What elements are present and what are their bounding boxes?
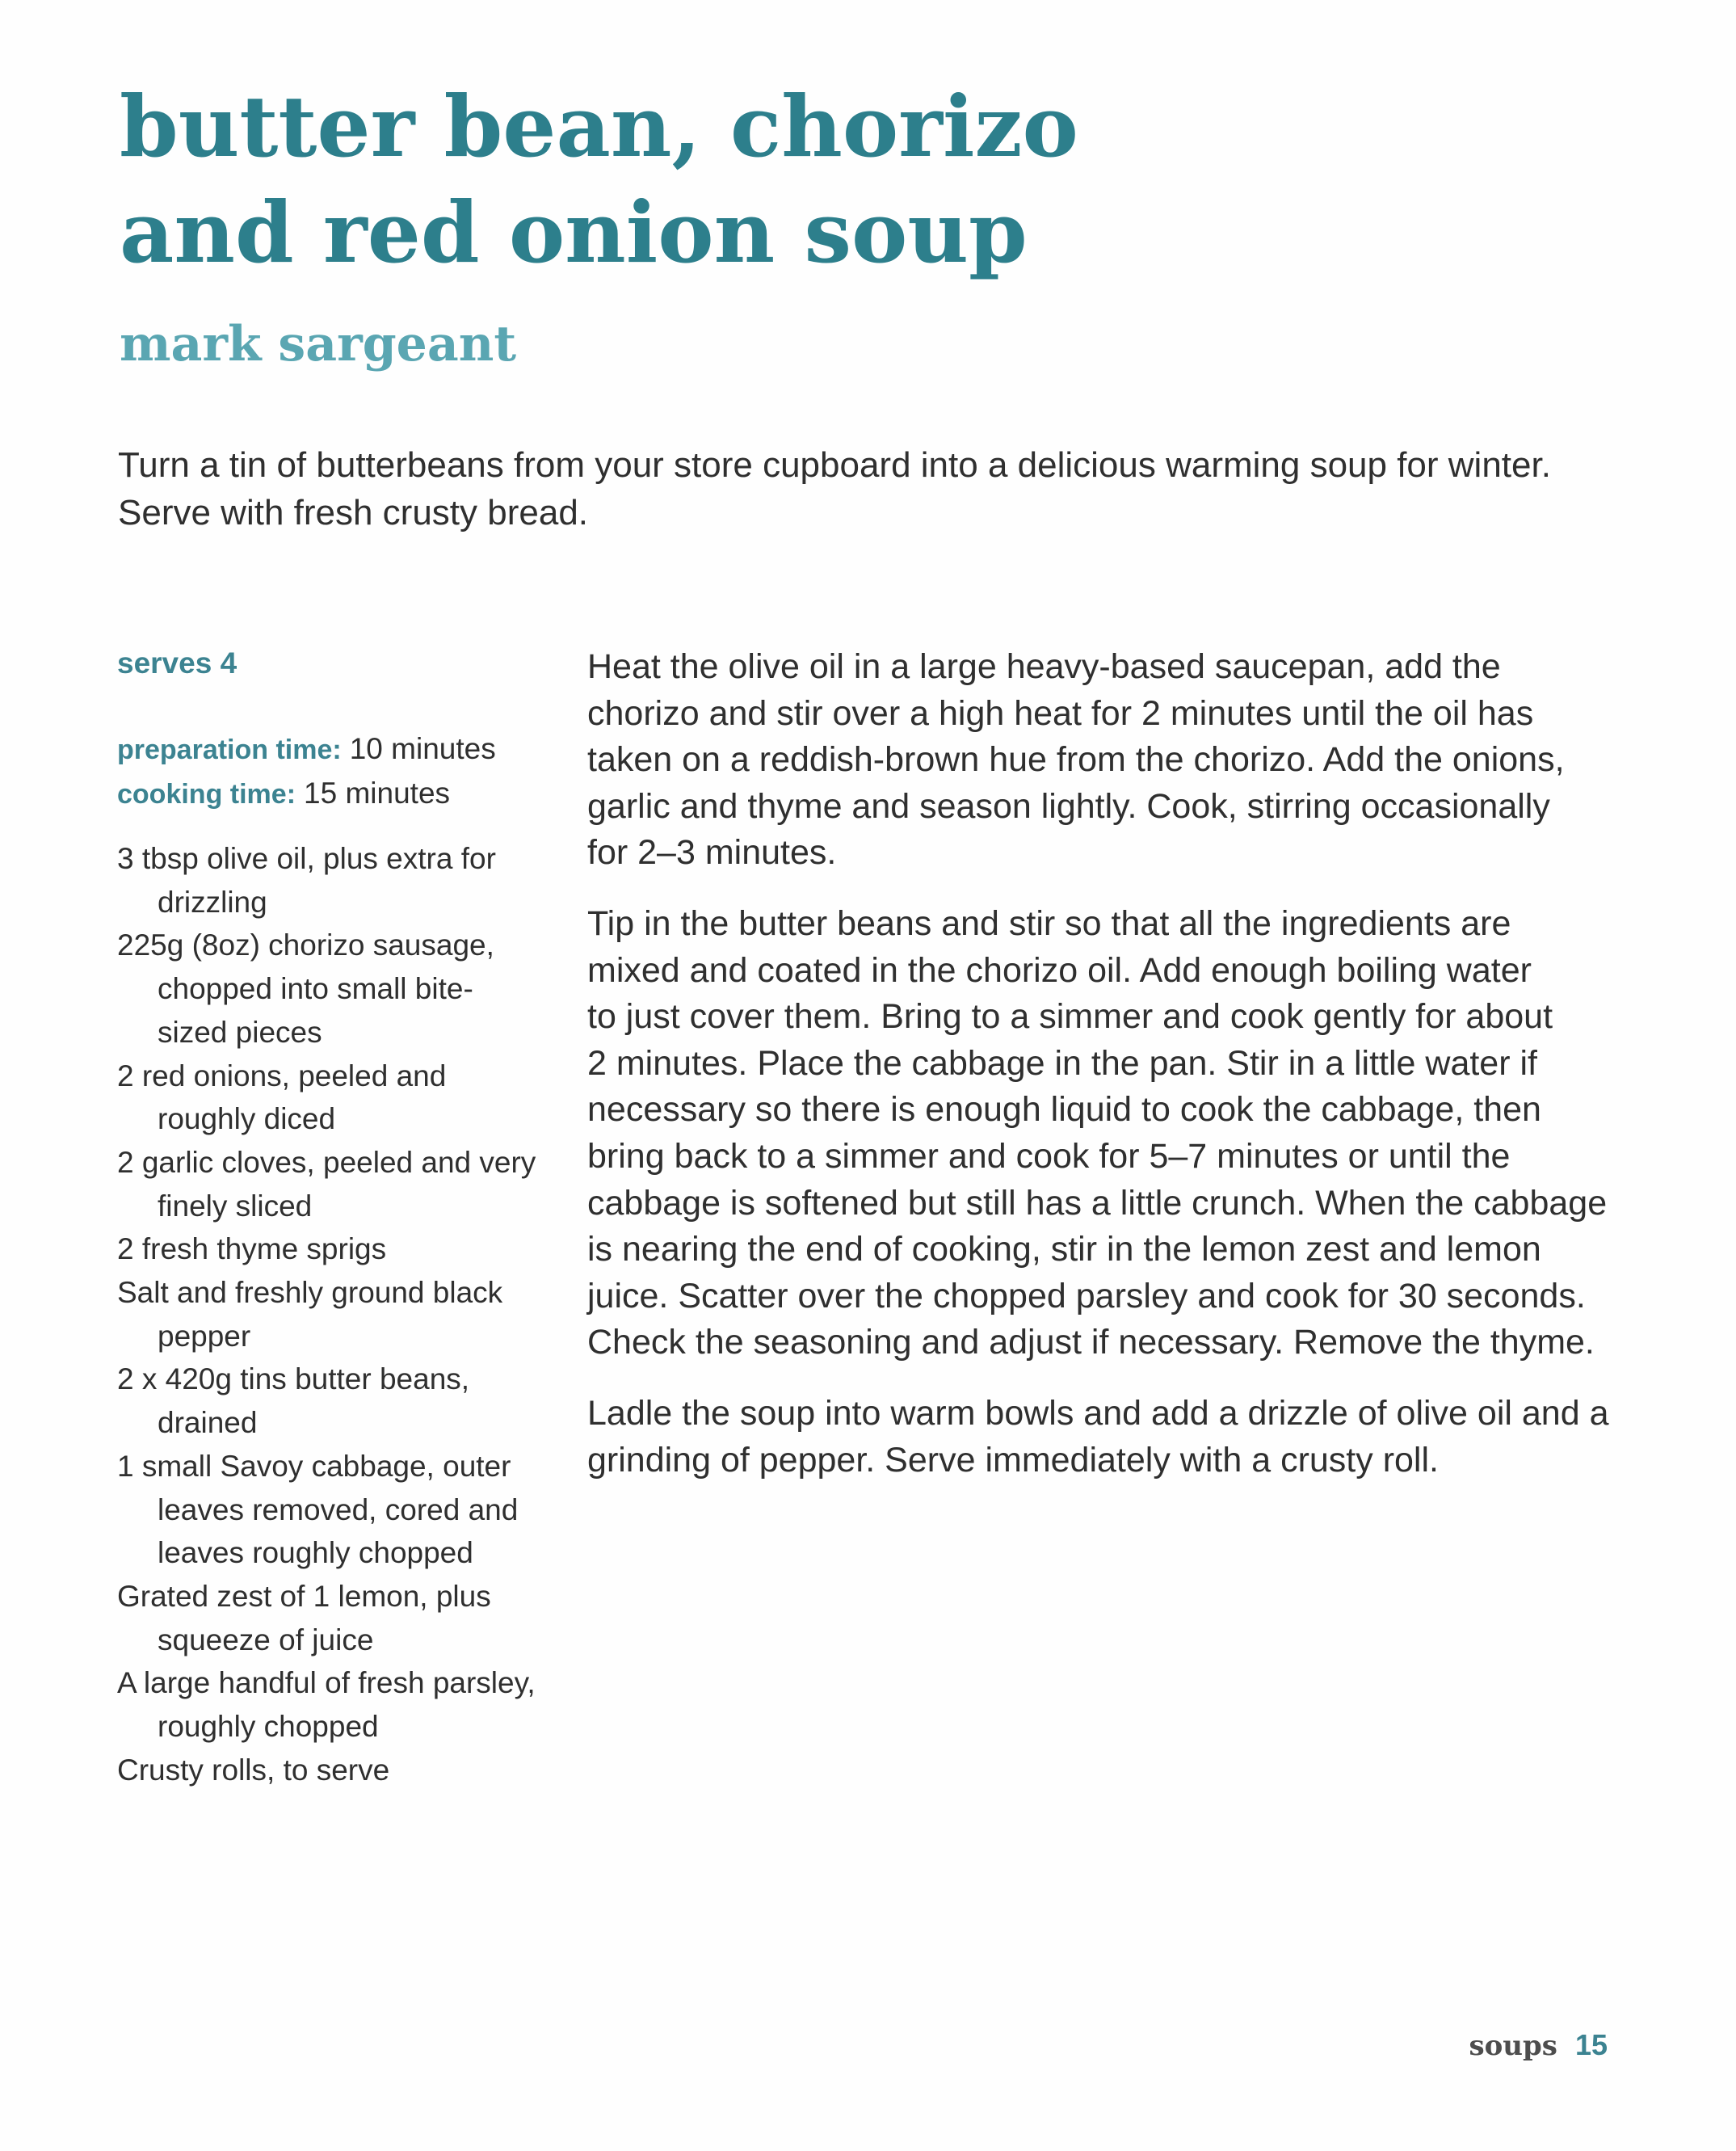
ingredient-item [117,1358,536,1444]
page-footer [1469,2028,1608,2062]
method-line: is nearing the end of cooking, stir in the lemon zest and lemon [587,1230,1541,1269]
ingredient-item [117,1445,536,1575]
method-paragraph-2 [587,901,1609,1366]
method-line: Ladle the soup into warm bowls and add a drizzle of olive oil and a [587,1393,1609,1433]
ingredient-line: drizzling [158,885,267,919]
ingredient-list [117,837,536,1791]
ingredient-item [117,1054,536,1141]
ingredient-item [117,1227,536,1271]
ingredient-line: drained [158,1406,258,1440]
method-line: juice. Scatter over the chopped parsley and cook for 30 seconds. [587,1276,1586,1315]
method-text [587,644,1609,1508]
method-line: grinding of pepper. Serve immediately with a crusty roll. [587,1440,1439,1480]
ingredient-line: Crusty rolls, to serve [117,1753,390,1787]
method-line: Heat the olive oil in a large heavy-based saucepan, add the [587,647,1501,686]
ingredient-line: leaves removed, cored and [158,1492,519,1526]
method-line: Check the seasoning and adjust if necessary. Remove the thyme. [587,1323,1595,1362]
method-line: for 2–3 minutes. [587,833,837,873]
method-line: taken on a reddish-brown hue from the chorizo. Add the onions, [587,740,1565,780]
section-name: soups [1469,2030,1557,2062]
method-line: 2 minutes. Place the cabbage in the pan. Stir in a little water if [587,1043,1537,1083]
ingredient-line: 1 small Savoy cabbage, outer [117,1449,511,1483]
preparation-time [117,727,496,772]
preparation-time-value: 10 minutes [349,732,496,765]
cooking-time-value: 15 minutes [304,777,451,810]
method-line: chorizo and stir over a high heat for 2 minutes until the oil has [587,693,1534,733]
method-line: necessary so there is enough liquid to cook the cabbage, then [587,1090,1541,1130]
ingredient-line: leaves roughly chopped [158,1536,473,1570]
ingredient-line: roughly chopped [158,1710,379,1744]
ingredient-line: chopped into small bite- [158,972,473,1006]
ingredient-line: squeeze of juice [158,1623,374,1656]
ingredient-line: 3 tbsp olive oil, plus extra for [117,842,496,875]
ingredient-line: 2 x 420g tins butter beans, [117,1362,470,1396]
method-paragraph-1 [587,644,1609,877]
page-number: 15 [1574,2028,1608,2061]
preparation-time-label: preparation time: [117,735,342,765]
ingredient-line: pepper [158,1319,251,1353]
ingredient-line: roughly diced [158,1102,336,1136]
ingredient-line: finely sliced [158,1189,313,1223]
cooking-time [117,772,496,816]
method-line: cabbage is softened but still has a little crunch. When the cabbage [587,1183,1608,1223]
recipe-intro [118,441,1551,537]
ingredient-item [117,1271,536,1358]
ingredient-line: 2 fresh thyme sprigs [117,1232,387,1266]
recipe-title-line-1: butter bean, chorizo [120,77,1078,176]
recipe-title [120,74,1078,285]
ingredient-line: sized pieces [158,1015,322,1049]
ingredient-line: Grated zest of 1 lemon, plus [117,1579,491,1613]
recipe-timings [117,727,496,816]
ingredient-line: A large handful of fresh parsley, [117,1666,536,1700]
serves-label: serves 4 [117,646,237,680]
cooking-time-label: cooking time: [117,779,296,810]
intro-line: Serve with fresh crusty bread. [118,493,589,532]
ingredient-line: Salt and freshly ground black [117,1276,503,1310]
recipe-title-line-2: and red onion soup [120,183,1028,282]
ingredient-item [117,924,536,1054]
intro-line: Turn a tin of butterbeans from your store cupboard into a delicious warming soup for winter. [118,445,1551,485]
ingredient-item [117,837,536,924]
ingredient-item [117,1661,536,1748]
method-paragraph-3 [587,1391,1609,1484]
ingredient-item [117,1141,536,1227]
method-line: mixed and coated in the chorizo oil. Add enough boiling water [587,950,1532,990]
ingredient-item [117,1575,536,1661]
ingredient-item [117,1749,536,1792]
recipe-author: mark sargeant [120,316,517,373]
ingredient-line: 2 red onions, peeled and [117,1059,447,1092]
method-line: Tip in the butter beans and stir so that all the ingredients are [587,903,1511,943]
method-line: bring back to a simmer and cook for 5–7 minutes or until the [587,1136,1511,1176]
method-line: to just cover them. Bring to a simmer and cook gently for about [587,997,1553,1037]
ingredient-line: 225g (8oz) chorizo sausage, [117,928,494,962]
method-line: garlic and thyme and season lightly. Cook, stirring occasionally [587,786,1550,826]
ingredient-line: 2 garlic cloves, peeled and very [117,1145,536,1179]
